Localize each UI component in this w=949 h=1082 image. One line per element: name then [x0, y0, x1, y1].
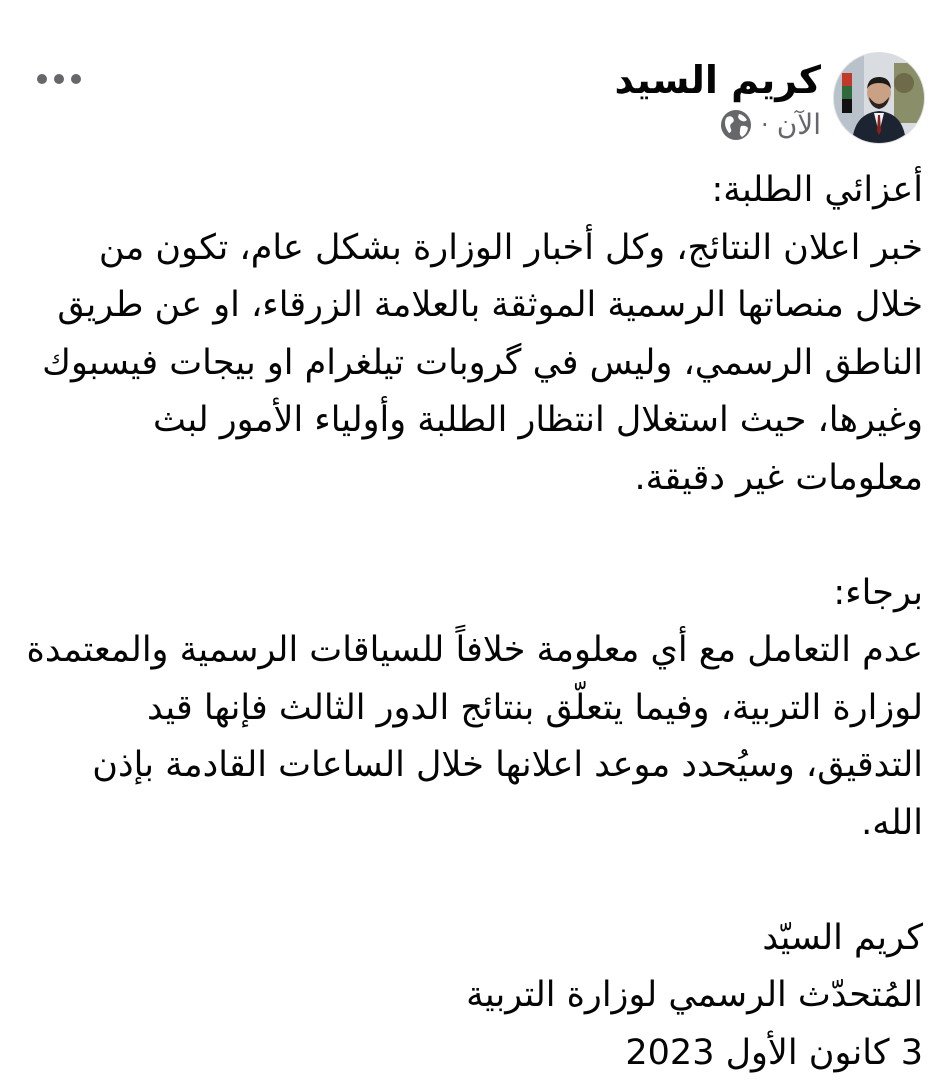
- post-header: [24, 52, 925, 152]
- paragraph-spacer: [26, 852, 923, 910]
- post-request-heading: برجاء:: [26, 565, 923, 623]
- profile-photo-icon: [834, 53, 924, 143]
- signature-name: كريم السيّد: [26, 910, 923, 968]
- post-paragraph-1: خبر اعلان النتائج، وكل أخبار الوزارة بشكل عام، تكون من خلال منصاتها الرسمية الموثقة بالعلامة الزرقاء، او عن طريق الناطق الرسمي، وليس في گروبات تيلغرام او بيجات فيسبوك وغيرها، حيث استغلال انتظار الطلبة وأولياء الأمور لبث معلومات غير دقيقة.: [26, 220, 923, 508]
- globe-icon[interactable]: [719, 108, 753, 142]
- more-options-icon: [36, 73, 82, 85]
- signature-title: المُتحدّث الرسمي لوزارة التربية: [26, 967, 923, 1025]
- paragraph-spacer: [26, 507, 923, 565]
- author-name[interactable]: كريم السيد: [615, 56, 821, 104]
- post-meta: [615, 108, 821, 142]
- signature-date: 3 كانون الأول 2023: [26, 1025, 923, 1082]
- meta-separator: ·: [761, 108, 769, 142]
- post-paragraph-2: عدم التعامل مع أي معلومة خلافاً للسياقات الرسمية والمعتمدة لوزارة التربية، وفيما يتعلّق بنتائج الدور الثالث فإنها قيد التدقيق، وسيُحدد موعد اعلانها خلال الساعات القادمة بإذن الله.: [26, 622, 923, 852]
- more-options-button[interactable]: [34, 64, 84, 94]
- post-body: [26, 162, 923, 1082]
- author-avatar[interactable]: [833, 52, 925, 144]
- author-block: [615, 56, 821, 142]
- post-time[interactable]: الآن: [777, 108, 821, 142]
- post-greeting: أعزائي الطلبة:: [26, 162, 923, 220]
